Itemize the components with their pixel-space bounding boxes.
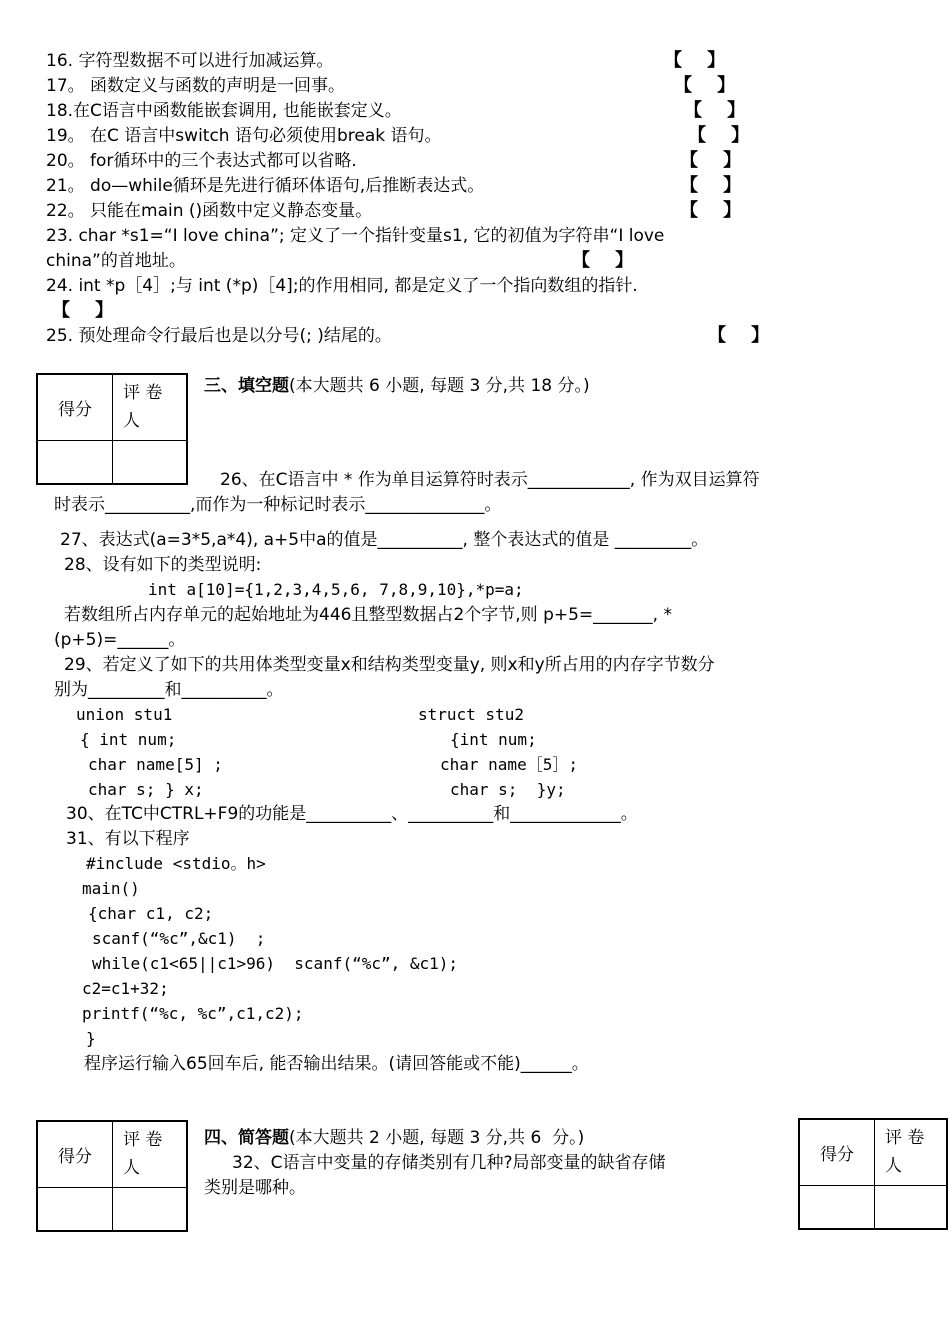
judge-q18-bracket: 【 】 <box>684 100 746 121</box>
judge-q20-bracket: 【 】 <box>680 150 742 171</box>
reviewer-label-line2: 人 <box>885 1156 902 1177</box>
reviewer-label-line1: 评 卷 <box>123 383 163 404</box>
fill-q28-code: int a[10]={1,2,3,4,5,6, 7,8,9,10},*p=a; <box>148 580 524 599</box>
fill-q31: 31、有以下程序 <box>66 829 190 849</box>
judge-q24-bracket: 【 】 <box>52 300 114 321</box>
program-line7: printf(“%c, %c”,c1,c2); <box>82 1004 304 1023</box>
judge-q21-bracket: 【 】 <box>680 175 742 196</box>
reviewer-cell[interactable] <box>113 1187 188 1231</box>
judge-q16-bracket: 【 】 <box>664 50 726 71</box>
reviewer-label-line2: 人 <box>123 1158 140 1179</box>
judge-q16: 16. 字符型数据不可以进行加减运算。 <box>46 51 334 71</box>
fill-q30: 30、在TC中CTRL+F9的功能是__________、__________和_____________。 <box>66 804 638 824</box>
judge-q19-bracket: 【 】 <box>688 125 750 146</box>
struct-line4: char s; }y; <box>450 780 566 799</box>
program-line8: } <box>86 1029 96 1048</box>
short-q32-line1: 32、C语言中变量的存储类别有几种?局部变量的缺省存储 <box>232 1153 666 1173</box>
fill-q31-question: 程序运行输入65回车后, 能否输出结果。(请回答能或不能)______。 <box>84 1054 589 1074</box>
fill-q26-line2: 时表示__________,而作为一种标记时表示______________。 <box>54 495 502 515</box>
section4-heading: 四、简答题 <box>204 1128 289 1148</box>
fill-q28-line3: (p+5)=______。 <box>54 630 186 650</box>
score-cell[interactable] <box>799 1185 875 1229</box>
judge-q23-line1: 23. char *s1=“I love china”; 定义了一个指针变量s1, 它的初值为字符串“I love <box>46 226 665 246</box>
section3-note: (本大题共 6 小题, 每题 3 分,共 18 分。) <box>289 376 590 396</box>
judge-q23-bracket: 【 】 <box>572 250 634 271</box>
reviewer-cell[interactable] <box>113 440 188 484</box>
judge-q25: 25. 预处理命令行最后也是以分号(; )结尾的。 <box>46 326 392 346</box>
program-line4: scanf(“%c”,&c1) ; <box>92 929 266 948</box>
judge-q20: 20。 for循环中的三个表达式都可以省略. <box>46 151 357 171</box>
struct-line2: {int num; <box>450 730 537 749</box>
reviewer-label-line1: 评 卷 <box>123 1130 163 1151</box>
judge-q17-bracket: 【 】 <box>674 75 736 96</box>
section4-title <box>204 1127 584 1149</box>
program-line2: main() <box>82 879 140 898</box>
judge-q22: 22。 只能在main ()函数中定义静态变量。 <box>46 201 373 221</box>
judge-q23-line2: china”的首地址。 <box>46 251 186 271</box>
score-label: 得分 <box>37 374 113 440</box>
score-table-section4 <box>36 1120 188 1232</box>
section3-heading: 三、填空题 <box>204 376 289 396</box>
judge-q21: 21。 do—while循环是先进行循环体语句,后推断表达式。 <box>46 176 485 196</box>
union-line4: char s; } x; <box>88 780 204 799</box>
reviewer-label <box>113 1121 188 1187</box>
program-line6: c2=c1+32; <box>82 979 169 998</box>
union-line3: char name[5] ; <box>88 755 223 774</box>
section3-title <box>204 375 590 397</box>
judge-q18: 18.在C语言中函数能嵌套调用, 也能嵌套定义。 <box>46 101 402 121</box>
struct-line3: char name［5］; <box>440 755 578 774</box>
score-table-right <box>798 1118 948 1230</box>
fill-q29-line2: 别为_________和__________。 <box>54 680 284 700</box>
short-q32-line2: 类别是哪种。 <box>204 1178 306 1198</box>
reviewer-label <box>113 374 188 440</box>
judge-q22-bracket: 【 】 <box>680 200 742 221</box>
fill-q28: 28、设有如下的类型说明: <box>64 555 262 575</box>
union-line2: { int num; <box>80 730 177 749</box>
fill-q28-line2: 若数组所占内存单元的起始地址为446且整型数据占2个字节,则 p+5=_______, * <box>64 605 672 625</box>
score-cell[interactable] <box>37 1187 113 1231</box>
fill-q29-line1: 29、若定义了如下的共用体类型变量x和结构类型变量y, 则x和y所占用的内存字节数分 <box>64 655 715 675</box>
score-label: 得分 <box>799 1119 875 1185</box>
score-label: 得分 <box>37 1121 113 1187</box>
reviewer-label-line2: 人 <box>123 411 140 432</box>
section4-note: (本大题共 2 小题, 每题 3 分,共 6 分。) <box>289 1128 585 1148</box>
fill-q27: 27、表达式(a=3*5,a*4), a+5中a的值是__________, 整个表达式的值是 _________。 <box>60 530 709 550</box>
struct-line1: struct stu2 <box>418 705 524 724</box>
judge-q25-bracket: 【 】 <box>708 325 770 346</box>
reviewer-label-line1: 评 卷 <box>885 1128 925 1149</box>
program-line3: {char c1, c2; <box>88 904 214 923</box>
score-cell[interactable] <box>37 440 113 484</box>
judge-q17: 17。 函数定义与函数的声明是一回事。 <box>46 76 346 96</box>
reviewer-label <box>875 1119 948 1185</box>
judge-q24-line1: 24. int *p［4］;与 int (*p)［4];的作用相同, 都是定义了一个指向数组的指针. <box>46 276 638 296</box>
program-line5: while(c1<65||c1>96) scanf(“%c”, &c1); <box>92 954 459 973</box>
program-line1: #include <stdio。h> <box>86 854 266 873</box>
reviewer-cell[interactable] <box>875 1185 948 1229</box>
fill-q26-line1: 26、在C语言中 * 作为单目运算符时表示____________, 作为双目运算符 <box>220 470 760 490</box>
score-table-section3 <box>36 373 188 485</box>
judge-q19: 19。 在C 语言中switch 语句必须使用break 语句。 <box>46 126 442 146</box>
union-line1: union stu1 <box>76 705 173 724</box>
